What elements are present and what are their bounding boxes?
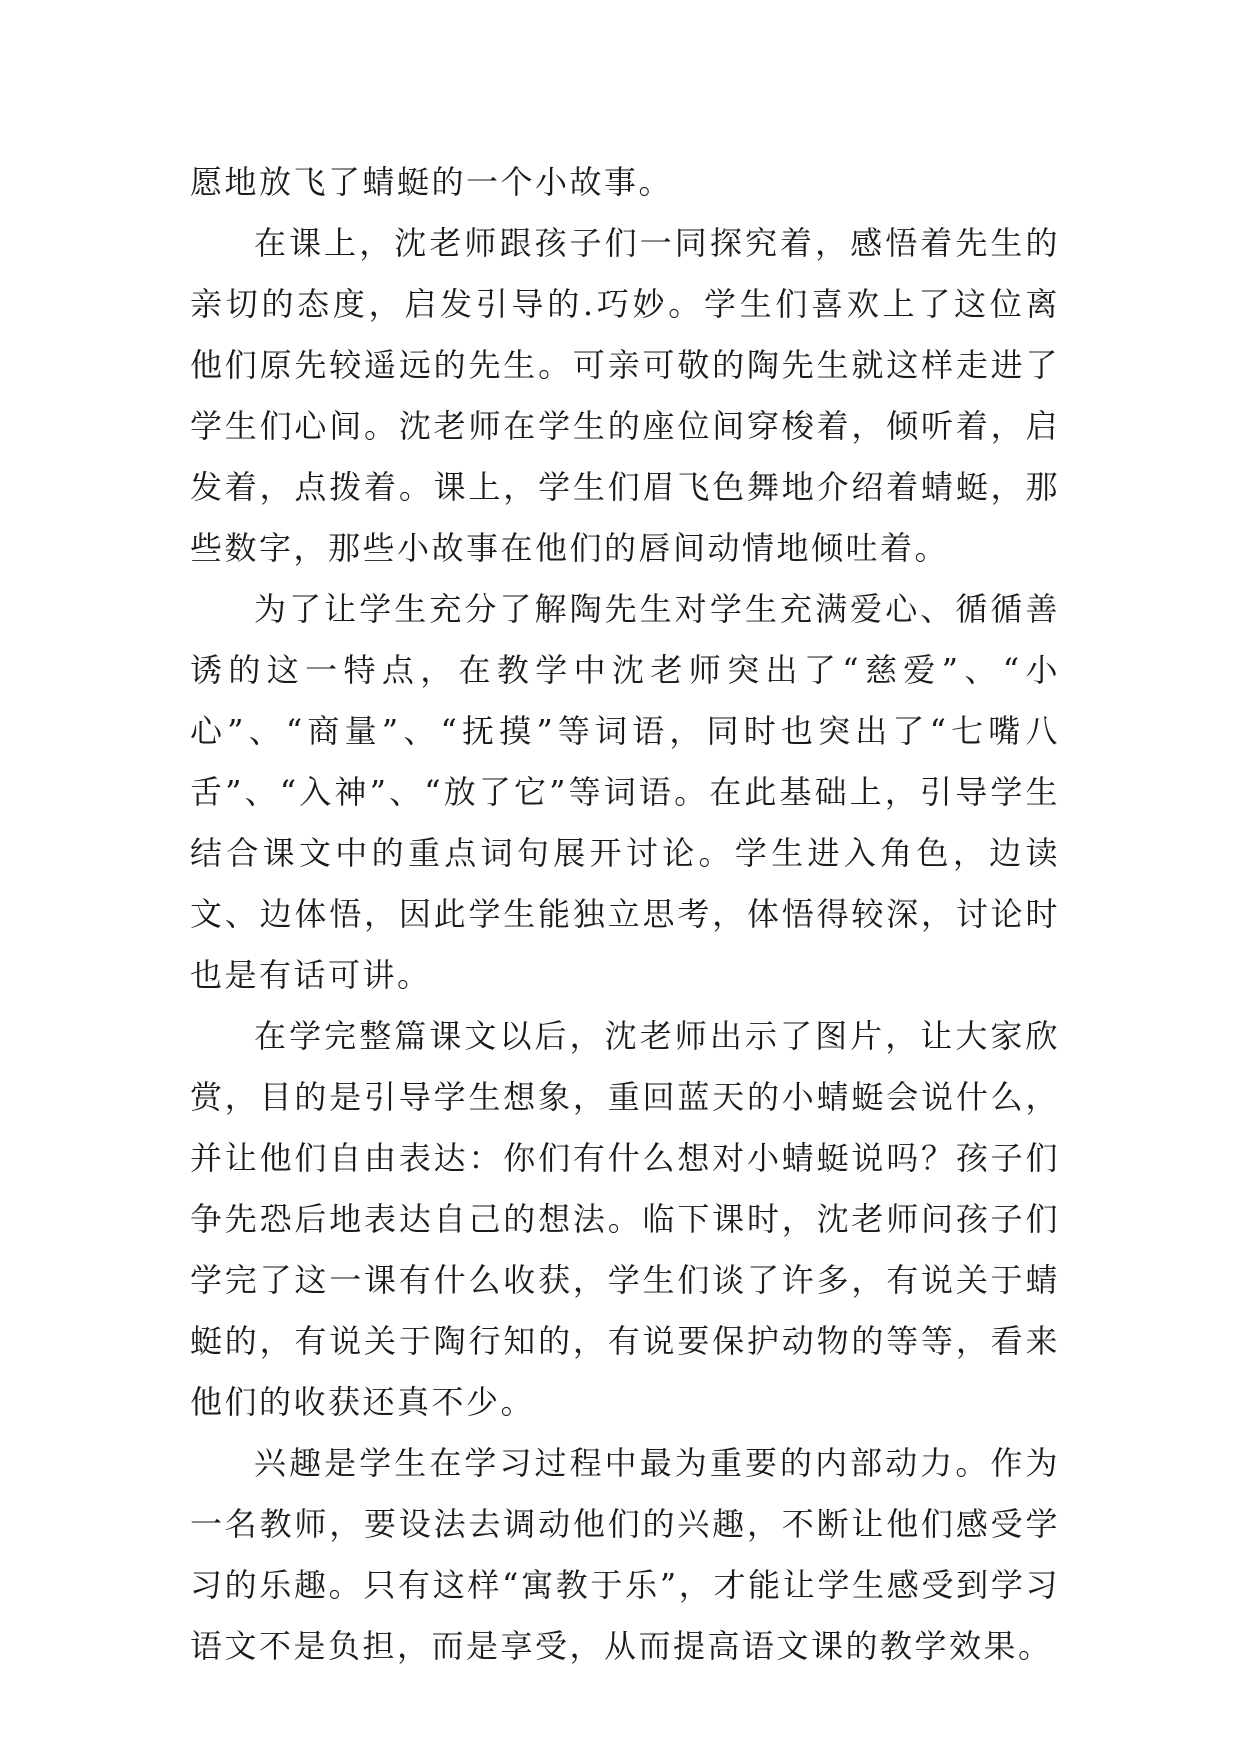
- paragraph-interest-conclusion: 兴趣是学生在学习过程中最为重要的内部动力。作为一名教师，要设法去调动他们的兴趣，不断让他们感受学习的乐趣。只有这样“寓教于乐”，才能让学生感受到学习语文不是负担，而是享受，从而提高语文课的教学效果。: [190, 1444, 1060, 1665]
- body-text: [190, 152, 1060, 1677]
- paragraph-continuation: 愿地放飞了蜻蜓的一个小故事。: [190, 163, 674, 201]
- paragraph-key-words: 为了让学生充分了解陶先生对学生充满爱心、循循善诱的这一特点，在教学中沈老师突出了“慈爱”、“小心”、“商量”、“抚摸”等词语，同时也突出了“七嘴八舌”、“入神”、“放了它”等词语。在此基础上，引导学生结合课文中的重点词句展开讨论。学生进入角色，边读文、边体悟，因此学生能独立思考，体悟得较深，讨论时也是有话可讲。: [190, 590, 1060, 994]
- paragraph-picture-appreciation: 在学完整篇课文以后，沈老师出示了图片，让大家欣赏，目的是引导学生想象，重回蓝天的小蜻蜓会说什么，并让他们自由表达：你们有什么想对小蜻蜓说吗？孩子们争先恐后地表达自己的想法。临下课时，沈老师问孩子们学完了这一课有什么收获，学生们谈了许多，有说关于蜻蜓的，有说关于陶行知的，有说要保护动物的等等，看来他们的收获还真不少。: [190, 1017, 1060, 1421]
- paragraph-class-exploration: 在课上，沈老师跟孩子们一同探究着，感悟着先生的亲切的态度，启发引导的.巧妙。学生们喜欢上了这位离他们原先较遥远的先生。可亲可敬的陶先生就这样走进了学生们心间。沈老师在学生的座位间穿梭着，倾听着，启发着，点拨着。课上，学生们眉飞色舞地介绍着蜻蜓，那些数字，那些小故事在他们的唇间动情地倾吐着。: [190, 224, 1060, 567]
